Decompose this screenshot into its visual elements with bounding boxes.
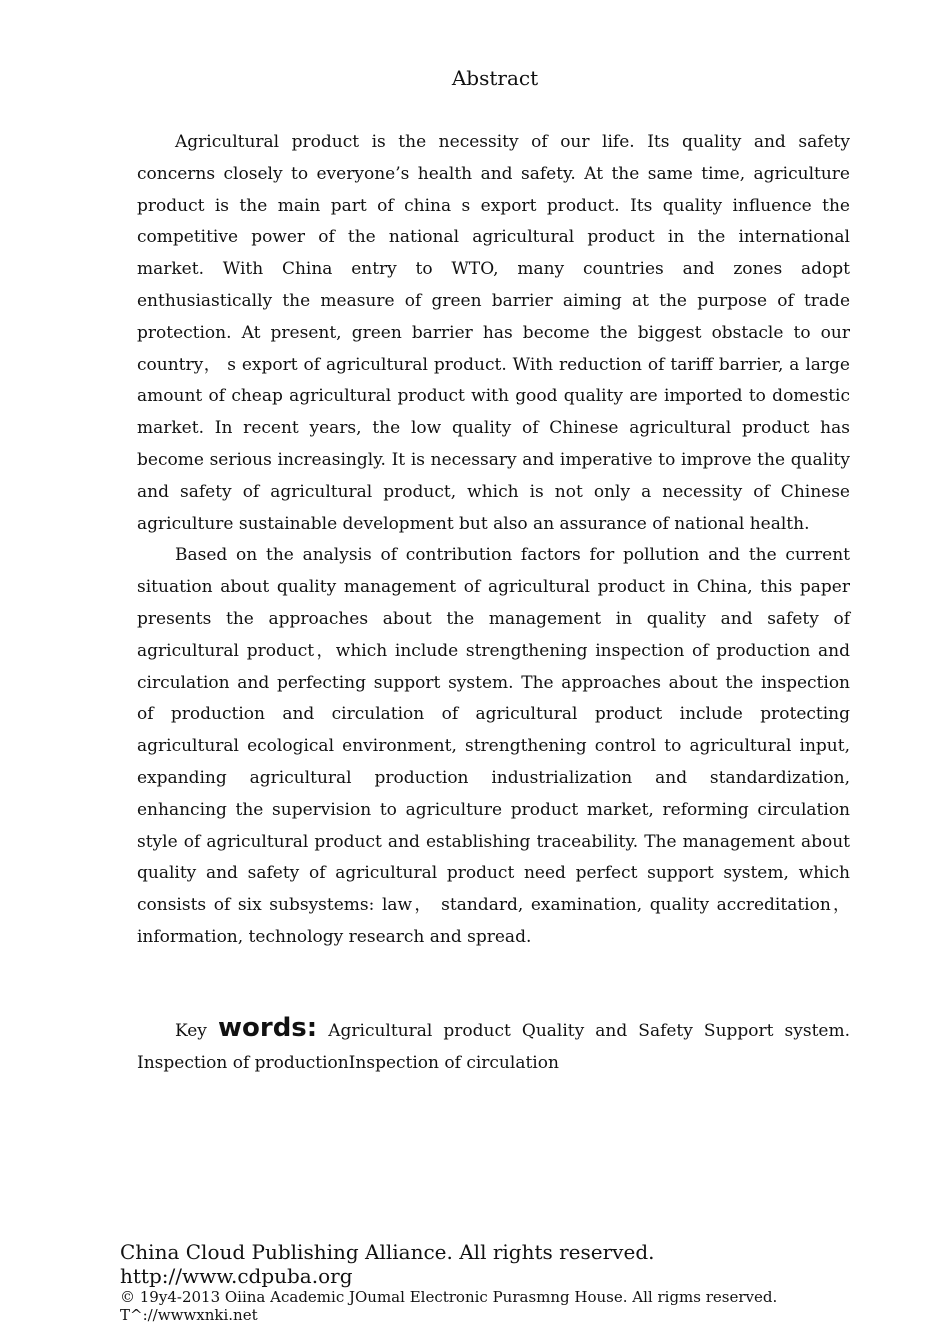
keywords-text: Agricultural product Quality and Safety Support system. Inspection of productionInspection of circulation bbox=[137, 1021, 851, 1073]
footer-copyright: © 19y4-2013 Oiina Academic JOumal Electronic Purasmng House. All rigms reserved. bbox=[120, 1288, 778, 1306]
keywords-label-small: Key bbox=[175, 1021, 207, 1041]
keywords-label-big: words: bbox=[217, 1013, 318, 1043]
page-title: Abstract bbox=[451, 66, 539, 90]
abstract-body bbox=[137, 127, 850, 954]
abstract-paragraph-1: Agricultural product is the necessity of our life. Its quality and safety concerns closely to everyone’s health and safety. At the same time, agriculture product is the main part of china s export product. Its quality influence the competitive power of the national agricultural product in the international market. With China entry to WTO, many countries and zones adopt enthusiastically the measure of green barrier aiming at the purpose of trade protection. At present, green barrier has become the biggest obstacle to our country， s export of agricultural product. With reduction of tariff barrier, a large amount of cheap agricultural product with good quality are imported to domestic market. In recent years, the low quality of Chinese agricultural product has become serious increasingly. It is necessary and imperative to improve the quality and safety of agricultural product, which is not only a necessity of Chinese agriculture sustainable development but also an assurance of national health. bbox=[137, 132, 850, 534]
footer-url[interactable]: http://www.cdpuba.org bbox=[120, 1264, 353, 1288]
footer-publisher: China Cloud Publishing Alliance. All rights reserved. bbox=[120, 1240, 655, 1264]
keywords-line bbox=[137, 1012, 850, 1079]
footer-site[interactable]: T^://wwwxnki.net bbox=[120, 1306, 258, 1324]
copyright-footer bbox=[120, 1240, 820, 1324]
abstract-paragraph-2: Based on the analysis of contribution factors for pollution and the current situation about quality management of agricultural product in China, this paper presents the approaches about the management in quality and safety of agricultural product，which include strengthening inspection of production and circulation and perfecting support system. The approaches about the inspection of production and circulation of agricultural product include protecting agricultural ecological environment, strengthening control to agricultural input, expanding agricultural production industrialization and standardization, enhancing the supervision to agriculture product market, reforming circulation style of agricultural product and establishing traceability. The management about quality and safety of agricultural product need perfect support system, which consists of six subsystems: law， standard, examination, quality accreditation， information, technology research and spread. bbox=[137, 545, 850, 947]
